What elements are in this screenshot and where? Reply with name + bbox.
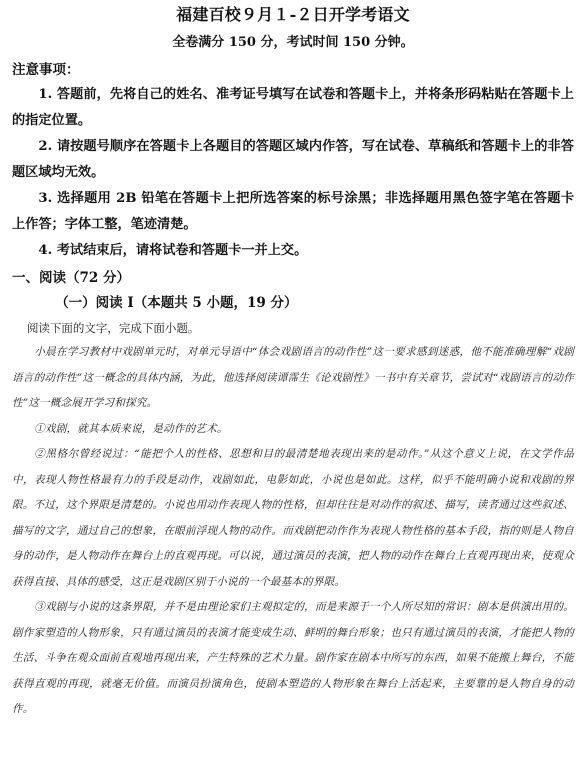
passage-paragraph-2: ②黑格尔曾经说过：“能把个人的性格、思想和目的最清楚地表现出来的是动作。”从这个意义上说，在文学作品中，表现人物性格最有力的手段是动作，戏剧如此，电影如此，小说也是如此。这样，似乎不能明确小说和戏剧的界限。不过，这个界限是清楚的。小说也用动作表现人物的性格，但却往往是对动作的叙述、描写，读者通过这些叙述、描写的文字，通过自己的想象，在眼前浮现人物的动作。而戏剧把动作作为表现人物性格的基本手段，指的则是人物自身的动作，是人物动作在舞台上的直观再现。可以说，通过演员的表演，把人物的动作在舞台上直观再现出来，使观众获得直接、具体的感受，这正是戏剧区别于小说的一个最基本的界限。 [12, 448, 574, 588]
passage-paragraph-1: ①戏剧，就其本质来说，是动作的艺术。 [34, 422, 228, 435]
notice-item-3: 3. 选择题用 2B 铅笔在答题卡上把所选答案的标号涂黑；非选择题用黑色签字笔在答题卡上作答；字体工整，笔迹清楚。 [12, 191, 574, 232]
subsection-heading: （一）阅读 I（本题共 5 小题，19 分） [55, 295, 298, 311]
notice-item-1: 1. 答题前，先将自己的姓名、准考证号填写在试卷和答题卡上，并将条形码粘贴在答题卡上的指定位置。 [12, 87, 574, 128]
passage-paragraph-intro: 小晨在学习教材中戏剧单元时，对单元导语中“体会戏剧语言的动作性”这一要求感到迷惑，他不能准确理解“戏剧语言的动作性”这一概念的具体内涵，为此，他选择阅读谭霈生《论戏剧性》一书中有关章节，尝试对“戏剧语言的动作性”这一概念展开学习和探究。 [12, 346, 574, 409]
reading-passage [12, 340, 574, 723]
notice-item-2: 2. 请按题号顺序在答题卡上各题目的答题区域内作答，写在试卷、草稿纸和答题卡上的非答题区域均无效。 [12, 139, 574, 180]
exam-title: 福建百校９月１-２日开学考语文 [176, 5, 410, 24]
section-heading: 一、阅读（72 分） [12, 270, 130, 286]
reading-instruction: 阅读下面的文字，完成下面小题。 [26, 321, 200, 335]
notice-item-4: 4. 考试结束后，请将试卷和答题卡一并上交。 [38, 243, 308, 258]
notice-list [12, 82, 574, 264]
exam-subtitle: 全卷满分 150 分，考试时间 150 分钟。 [172, 35, 414, 50]
notice-heading: 注意事项： [12, 62, 80, 78]
passage-paragraph-3: ③戏剧与小说的这条界限，并不是由理论家们主观拟定的，而是来源于一个人所尽知的常识：剧本是供演出用的。剧作家塑造的人物形象，只有通过演员的表演才能变成生动、鲜明的舞台形象；也只有通过演员的表演，才能把人物的生活、斗争在观众面前直观地再现出来，产生特殊的艺术力量。剧作家在剧本中所写的东西，如果不能搬上舞台，不能获得直观的再现，就毫无价值。而演员扮演角色，使剧本塑造的人物形象在舞台上活起来，主要靠的是人物自身的动作。 [12, 601, 574, 715]
